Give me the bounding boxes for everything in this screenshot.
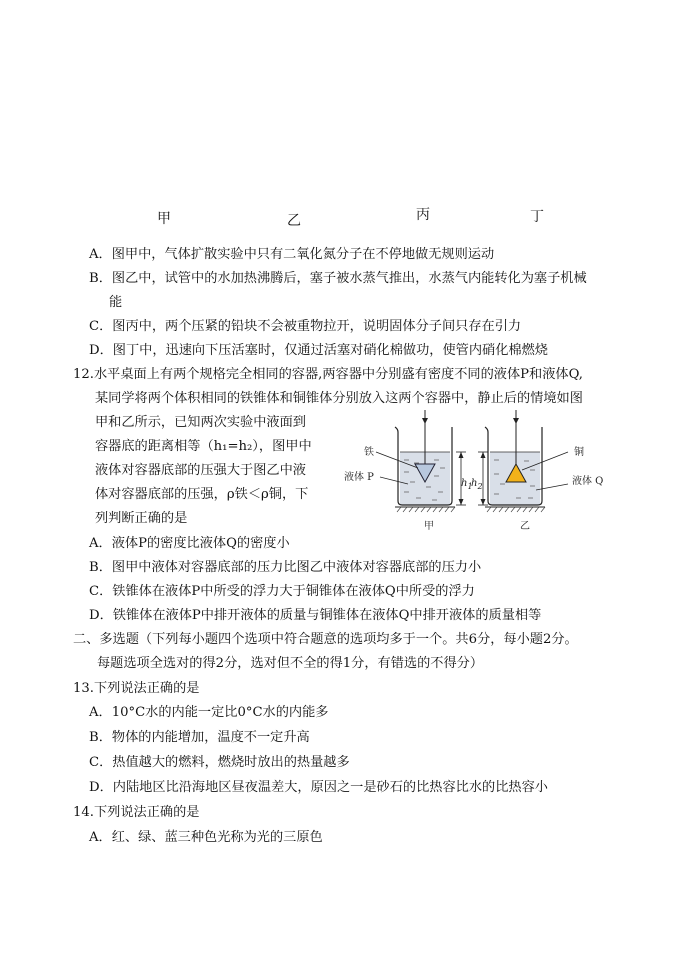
q12-option-b: B．图甲中液体对容器底部的压力比图乙中液体对容器底部的压力小 xyxy=(89,560,482,575)
q11-option-b-cont: 能 xyxy=(109,295,123,310)
q13-option-a: A．10°C水的内能一定比0°C水的内能多 xyxy=(89,705,329,720)
label-yi: 乙 xyxy=(520,521,530,532)
height-h2-marker xyxy=(478,452,488,505)
section2-heading: 二、多选题（下列每小题四个选项中符合题意的选项均多于一个。共6分，每小题2分。 xyxy=(73,632,578,647)
q14-stem: 14.下列说法正确的是 xyxy=(73,805,200,820)
q13-stem: 13.下列说法正确的是 xyxy=(73,681,200,696)
figure-label-ding: 丁 xyxy=(530,209,544,225)
label-jia: 甲 xyxy=(424,521,434,532)
q11-option-a: A．图甲中，气体扩散实验中只有二氧化氮分子在不停地做无规则运动 xyxy=(89,247,495,262)
q11-option-b: B．图乙中，试管中的水加热沸腾后，塞子被水蒸气推出，水蒸气内能转化为塞子机械 xyxy=(89,271,587,286)
q13-option-c: C．热值越大的燃料，燃烧时放出的热量越多 xyxy=(89,755,350,770)
beaker-diagram xyxy=(340,408,640,532)
liquid-p-label: 液体 P xyxy=(344,472,374,483)
iron-label: 铁 xyxy=(364,447,374,458)
figure-label-yi: 乙 xyxy=(287,213,301,229)
q12-stem-line4: 容器底的距离相等（h₁=h₂），图甲中 xyxy=(95,439,312,454)
figure-label-bing: 丙 xyxy=(416,207,430,223)
q12-stem-line3: 甲和乙所示，已知两次实验中液面到 xyxy=(95,415,306,430)
h1-label: $h_1$ xyxy=(461,478,473,491)
section2-note: 每题选项全选对的得2分，选对但不全的得1分，有错选的不得分） xyxy=(97,656,484,671)
q12-stem-line6: 体对容器底部的压强，ρ铁＜ρ铜，下 xyxy=(95,487,309,502)
q14-option-a: A．红、绿、蓝三种色光称为光的三原色 xyxy=(89,830,323,845)
copper-label: 铜 xyxy=(574,447,584,458)
q11-option-d: D．图丁中，迅速向下压活塞时，仅通过活塞对硝化棉做功，使管内硝化棉燃烧 xyxy=(89,343,548,358)
q13-option-d: D．内陆地区比沿海地区昼夜温差大，原因之一是砂石的比热容比水的比热容小 xyxy=(89,780,548,795)
h2-label: $h_2$ xyxy=(471,478,483,491)
q12-stem-line1: 12.水平桌面上有两个规格完全相同的容器,两容器中分别盛有密度不同的液体P和液体Q, xyxy=(73,367,583,382)
figure-label-jia: 甲 xyxy=(157,211,171,227)
q11-option-c: C．图丙中，两个压紧的铅块不会被重物拉开，说明固体分子间只存在引力 xyxy=(89,319,522,334)
q12-option-c: C．铁锥体在液体P中所受的浮力大于铜锥体在液体Q中所受的浮力 xyxy=(89,584,475,599)
q12-option-a: A．液体P的密度比液体Q的密度小 xyxy=(89,536,290,551)
q12-stem-line2: 某同学将两个体积相同的铁锥体和铜锥体分别放入这两个容器中，静止后的情境如图 xyxy=(95,391,583,406)
liquid-q-label: 液体 Q xyxy=(572,476,604,487)
table-yi xyxy=(485,507,545,512)
q12-option-d: D．铁锥体在液体P中排开液体的质量与铜锥体在液体Q中排开液体的质量相等 xyxy=(89,608,542,623)
table-jia xyxy=(395,507,455,512)
q12-stem-line7: 列判断正确的是 xyxy=(95,511,188,526)
q13-option-b: B．物体的内能增加，温度不一定升高 xyxy=(89,730,310,745)
q12-stem-line5: 液体对容器底部的压强大于图乙中液 xyxy=(95,463,306,478)
